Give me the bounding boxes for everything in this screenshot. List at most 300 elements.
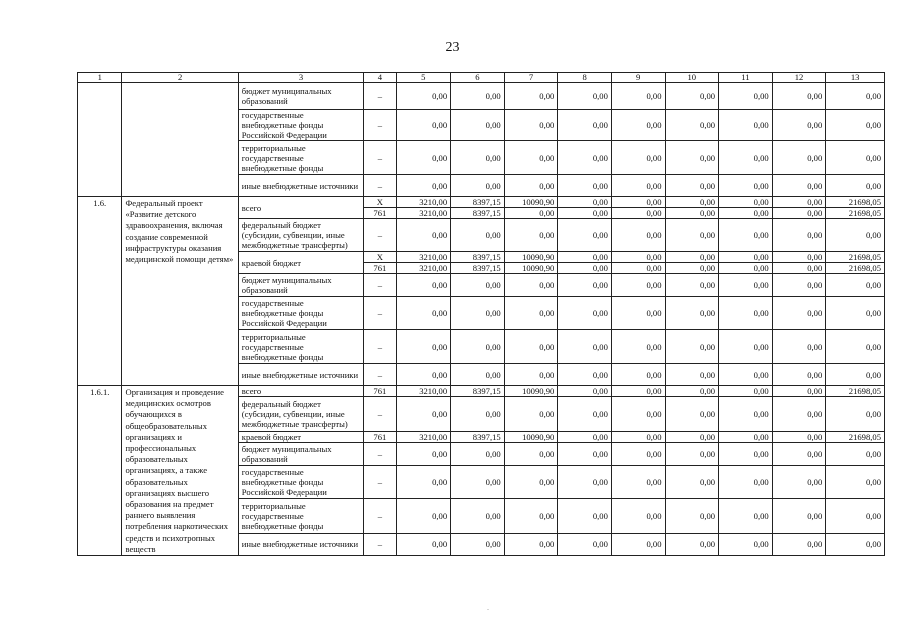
code-cell [364,499,396,533]
amount-cell [772,274,826,297]
amount-value: 0,00 [807,208,823,218]
amount-cell [451,219,505,252]
amount-value: 0,00 [539,120,555,130]
amount-value: 0,00 [773,197,826,208]
amount-value: 0,00 [700,341,716,352]
amount-value: 0,00 [700,431,716,442]
amount-value: 0,00 [646,341,662,352]
amount-cell [451,330,505,364]
code-cell [364,141,396,175]
amount-cell [504,499,558,533]
amount-value: 0,00 [865,369,881,380]
amount-value: 0,00 [719,252,772,263]
funding-source-label: государственные внебюджетные фонды Российской Федерации [238,297,363,330]
amount-cell [826,141,885,175]
amount-cell [396,431,451,442]
amount-cell [504,175,558,197]
amount-value: 0,00 [753,477,769,488]
amount-cell [396,274,451,297]
amount-value: 0,00 [592,91,608,101]
amount-cell [826,252,885,274]
amount-cell [451,364,505,386]
amount-value: 0,00 [485,280,501,290]
amount-value: 0,00 [753,369,769,380]
amount-cell [396,364,451,386]
amount-cell [611,364,665,386]
amount-cell [772,252,826,274]
amount-cell [558,442,612,465]
code-cell [364,397,396,431]
amount-cell [451,175,505,197]
amount-cell [826,499,885,533]
funding-source-label: территориальные государственные внебюджетные фонды [238,141,363,175]
amount-cell [826,431,885,442]
amount-cell [451,197,505,219]
amount-value: 0,00 [592,280,608,290]
code-cell [364,364,396,386]
amount-cell [772,442,826,465]
amount-value: 0,00 [592,308,608,318]
amount-value: 0,00 [753,230,769,240]
amount-cell [611,197,665,219]
amount-value: 0,00 [700,511,716,522]
code-value: 761 [373,208,387,218]
amount-cell [611,386,665,397]
amount-value: 3210,00 [419,431,448,442]
amount-value: 21698,05 [848,208,881,218]
amount-cell [665,274,719,297]
amount-value: 0,00 [646,369,662,380]
code-cell [364,252,396,274]
code-value: 761 [373,263,387,273]
amount-value: 0,00 [592,341,608,352]
amount-value: 0,00 [700,369,716,380]
code-cell [364,465,396,498]
amount-value: 0,00 [592,263,608,273]
amount-value: 0,00 [753,408,769,419]
amount-cell [451,252,505,274]
amount-value: 0,00 [485,341,501,352]
funding-source-label: всего [238,197,363,219]
amount-cell [396,141,451,175]
amount-value: 0,00 [646,263,662,273]
amount-value: 0,00 [539,448,555,459]
amount-cell [665,364,719,386]
amount-cell [719,397,773,431]
amount-value: 10090,90 [522,386,555,397]
amount-value: 0,00 [485,539,501,550]
amount-cell [504,197,558,219]
column-header: 10 [665,73,719,83]
amount-value: 0,00 [592,511,608,522]
stray-dot: . [487,603,489,612]
header-row [78,73,885,83]
code-value: – [377,91,382,101]
code-value: – [377,152,382,163]
amount-cell [826,197,885,219]
amount-cell [504,533,558,555]
amount-value: 0,00 [700,539,716,550]
amount-value: 0,00 [807,230,823,240]
code-cell [364,83,396,110]
amount-cell [558,431,612,442]
amount-value: 0,00 [865,448,881,459]
column-header: 4 [364,73,396,83]
amount-cell [504,110,558,141]
amount-cell [719,219,773,252]
amount-cell [611,431,665,442]
amount-value: 0,00 [700,280,716,290]
amount-cell [504,386,558,397]
amount-value: 0,00 [753,180,769,191]
amount-value: 8397,15 [472,208,501,218]
amount-value: 10090,90 [505,197,558,208]
amount-cell [451,442,505,465]
amount-value: 0,00 [646,408,662,419]
amount-cell [504,297,558,330]
amount-value: 8397,15 [451,252,504,263]
amount-value: 0,00 [485,152,501,163]
code-value: – [377,408,382,419]
amount-value: 0,00 [432,91,448,101]
amount-cell [772,83,826,110]
amount-cell [719,175,773,197]
amount-value: 0,00 [700,408,716,419]
amount-value: 0,00 [646,152,662,163]
column-header: 6 [451,73,505,83]
amount-value: 0,00 [807,448,823,459]
amount-value: 0,00 [592,539,608,550]
amount-cell [451,83,505,110]
amount-cell [558,465,612,498]
code-value: – [377,448,382,459]
amount-cell [719,252,773,274]
amount-value: 0,00 [592,180,608,191]
amount-cell [451,297,505,330]
amount-cell [558,141,612,175]
amount-cell [451,465,505,498]
code-value: Х [364,252,395,263]
amount-cell [611,297,665,330]
code-cell [364,297,396,330]
code-cell [364,197,396,219]
amount-cell [396,330,451,364]
code-value: – [377,120,382,130]
funding-source-label: федеральный бюджет (субсидии, субвенции, иные межбюджетные трансферты) [238,397,363,431]
amount-value: 21698,05 [826,252,884,263]
amount-value: 0,00 [432,280,448,290]
amount-value: 0,00 [539,91,555,101]
amount-value: 0,00 [485,369,501,380]
amount-value: 0,00 [539,280,555,290]
amount-value: 0,00 [485,120,501,130]
amount-value: 0,00 [700,386,716,397]
amount-cell [558,386,612,397]
amount-cell [504,330,558,364]
budget-table [77,72,885,556]
amount-value: 0,00 [807,369,823,380]
amount-cell [396,386,451,397]
code-value: – [377,230,382,240]
amount-cell [772,364,826,386]
page-number: 23 [445,40,460,55]
amount-cell [772,465,826,498]
amount-value: 0,00 [432,341,448,352]
amount-value: 0,00 [485,91,501,101]
amount-cell [504,274,558,297]
amount-value: 0,00 [646,511,662,522]
amount-value: 0,00 [753,341,769,352]
amount-cell [772,110,826,141]
amount-cell [611,442,665,465]
amount-value: 0,00 [592,408,608,419]
amount-cell [451,431,505,442]
amount-cell [451,274,505,297]
amount-cell [611,274,665,297]
amount-value: 0,00 [539,539,555,550]
amount-cell [826,274,885,297]
amount-value: 3210,00 [397,252,451,263]
amount-cell [396,397,451,431]
amount-value: 0,00 [807,511,823,522]
amount-cell [665,533,719,555]
amount-value: 0,00 [539,230,555,240]
amount-cell [665,386,719,397]
amount-value: 0,00 [865,120,881,130]
amount-cell [719,110,773,141]
amount-value: 0,00 [700,91,716,101]
amount-value: 8397,15 [451,197,504,208]
amount-value: 0,00 [807,91,823,101]
amount-value: 0,00 [865,280,881,290]
amount-value: 3210,00 [419,208,448,218]
amount-value: 0,00 [700,448,716,459]
code-cell [364,175,396,197]
amount-cell [558,297,612,330]
funding-source-label: краевой бюджет [238,252,363,274]
amount-cell [504,219,558,252]
amount-cell [396,175,451,197]
code-value: 761 [373,386,387,397]
amount-cell [396,219,451,252]
amount-cell [719,442,773,465]
amount-value: 0,00 [612,252,665,263]
amount-cell [826,110,885,141]
amount-value: 0,00 [485,230,501,240]
amount-cell [504,141,558,175]
amount-cell [558,533,612,555]
amount-value: 0,00 [485,511,501,522]
amount-cell [665,465,719,498]
amount-value: 0,00 [666,197,719,208]
amount-cell [665,197,719,219]
amount-value: 0,00 [807,386,823,397]
amount-value: 21698,05 [848,386,881,397]
amount-cell [772,197,826,219]
column-header: 13 [826,73,885,83]
amount-cell [826,442,885,465]
amount-value: 0,00 [753,91,769,101]
amount-cell [772,431,826,442]
code-cell [364,442,396,465]
amount-value: 0,00 [539,208,555,218]
funding-source-label: территориальные государственные внебюджетные фонды [238,330,363,364]
amount-cell [665,175,719,197]
code-value: – [377,369,382,380]
amount-cell [504,431,558,442]
amount-cell [611,533,665,555]
amount-value: 0,00 [700,152,716,163]
funding-source-label: всего [238,386,363,397]
amount-cell [558,219,612,252]
column-header: 11 [719,73,773,83]
amount-cell [826,465,885,498]
amount-value: 0,00 [807,477,823,488]
amount-value: 0,00 [432,308,448,318]
amount-value: 0,00 [807,431,823,442]
amount-cell [396,110,451,141]
amount-value: 0,00 [432,369,448,380]
amount-value: 0,00 [807,280,823,290]
code-cell [364,330,396,364]
amount-value: 8397,15 [472,386,501,397]
amount-cell [611,110,665,141]
amount-value: 0,00 [612,197,665,208]
amount-value: 0,00 [592,208,608,218]
amount-cell [719,386,773,397]
code-cell [364,533,396,555]
amount-cell [719,499,773,533]
amount-value: 0,00 [865,539,881,550]
amount-value: 0,00 [485,448,501,459]
amount-cell [611,83,665,110]
amount-value: 0,00 [646,230,662,240]
funding-source-label: иные внебюджетные источники [238,533,363,555]
amount-cell [665,219,719,252]
amount-cell [558,110,612,141]
amount-value: 21698,05 [826,197,884,208]
amount-value: 3210,00 [419,263,448,273]
row-name: Организация и проведение медицинских осмотров обучающихся в общеобразовательных организациях и профессиональных образовательных организациях, а также образовательных организациях высшего образования на предмет раннего выявления потребления наркотических средств и психотропных веществ [122,386,238,556]
amount-value: 0,00 [432,477,448,488]
amount-value: 0,00 [865,341,881,352]
amount-cell [558,364,612,386]
amount-value: 0,00 [700,308,716,318]
column-header: 2 [122,73,238,83]
amount-value: 0,00 [753,448,769,459]
amount-value: 0,00 [432,120,448,130]
amount-value: 0,00 [432,539,448,550]
amount-value: 0,00 [807,539,823,550]
amount-cell [558,197,612,219]
code-cell [364,431,396,442]
amount-cell [719,197,773,219]
amount-value: 0,00 [865,91,881,101]
code-cell [364,219,396,252]
amount-cell [719,431,773,442]
amount-value: 0,00 [646,539,662,550]
amount-cell [611,252,665,274]
amount-value: 0,00 [432,230,448,240]
amount-value: 0,00 [700,120,716,130]
column-header: 5 [396,73,451,83]
amount-value: 0,00 [865,477,881,488]
amount-cell [451,397,505,431]
amount-cell [719,330,773,364]
amount-value: 0,00 [539,408,555,419]
amount-cell [611,499,665,533]
amount-cell [826,219,885,252]
amount-value: 0,00 [807,180,823,191]
code-value: – [377,280,382,290]
amount-value: 0,00 [592,230,608,240]
amount-value: 0,00 [700,230,716,240]
amount-value: 0,00 [592,477,608,488]
amount-value: 0,00 [807,120,823,130]
amount-cell [665,297,719,330]
amount-value: 0,00 [646,477,662,488]
code-cell [364,110,396,141]
amount-value: 0,00 [646,308,662,318]
funding-source-label: государственные внебюджетные фонды Российской Федерации [238,110,363,141]
amount-value: 0,00 [807,152,823,163]
amount-cell [611,141,665,175]
amount-cell [772,397,826,431]
code-cell [364,274,396,297]
amount-cell [665,252,719,274]
amount-value: 0,00 [865,308,881,318]
column-header: 9 [611,73,665,83]
amount-cell [826,533,885,555]
amount-cell [504,465,558,498]
amount-value: 0,00 [539,477,555,488]
amount-cell [719,83,773,110]
amount-value: 0,00 [865,152,881,163]
amount-cell [826,297,885,330]
amount-value: 0,00 [646,280,662,290]
code-value: – [377,180,382,191]
amount-cell [826,330,885,364]
amount-cell [826,175,885,197]
amount-value: 0,00 [865,180,881,191]
amount-value: 0,00 [539,152,555,163]
column-header: 12 [772,73,826,83]
amount-value: 0,00 [807,408,823,419]
amount-value: 0,00 [753,511,769,522]
amount-value: 0,00 [719,197,772,208]
amount-cell [611,175,665,197]
amount-cell [451,533,505,555]
amount-value: 0,00 [753,308,769,318]
amount-value: 0,00 [592,431,608,442]
amount-cell [396,252,451,274]
amount-cell [451,386,505,397]
table-row [78,386,885,397]
amount-cell [504,442,558,465]
amount-cell [396,499,451,533]
amount-cell [504,83,558,110]
amount-value: 0,00 [592,386,608,397]
amount-value: 0,00 [753,120,769,130]
column-header: 8 [558,73,612,83]
amount-value: 0,00 [700,208,716,218]
amount-cell [719,465,773,498]
amount-cell [719,533,773,555]
amount-cell [558,252,612,274]
amount-value: 10090,90 [522,431,555,442]
amount-cell [558,330,612,364]
amount-value: 0,00 [646,208,662,218]
